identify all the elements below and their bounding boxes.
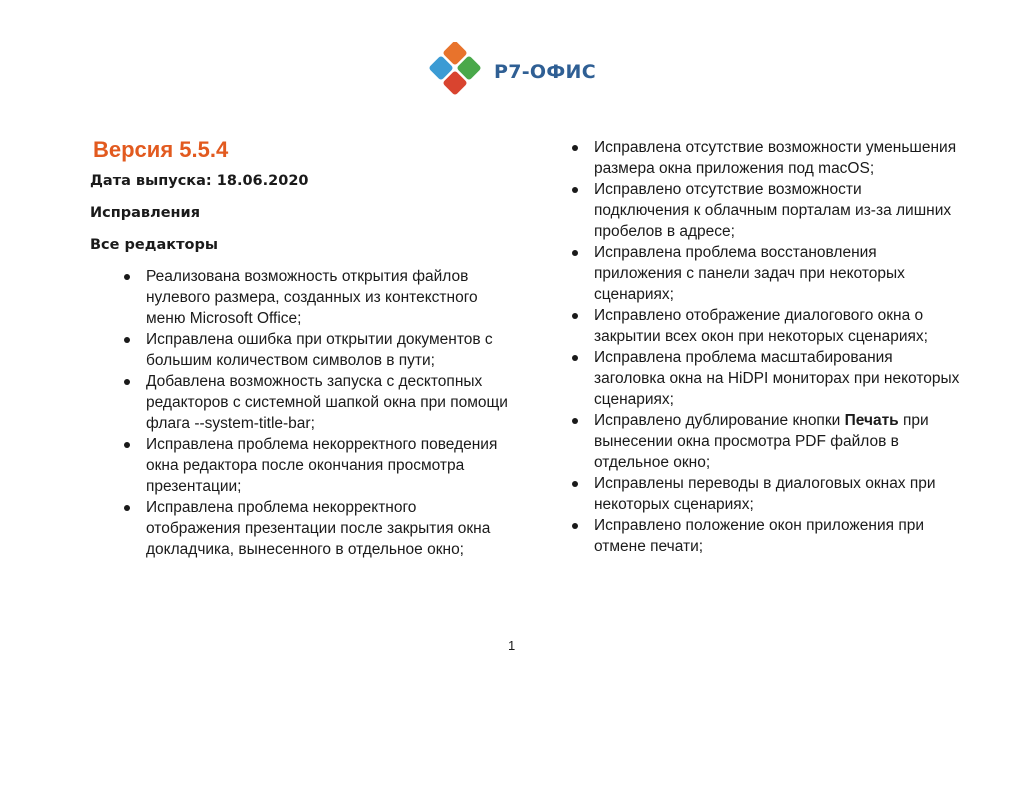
print-item-before: Исправлено дублирование кнопки	[594, 412, 845, 429]
release-date	[90, 170, 510, 192]
fixes-heading: Исправления	[90, 205, 201, 221]
list-item: Реализована возможность открытия файлов нулевого размера, созданных из контекстного меню Microsoft Office;	[90, 266, 510, 329]
print-button-name: Печать	[844, 412, 899, 429]
list-item: Исправлена проблема масштабирования заголовка окна на HiDPI мониторах при некоторых сценариях;	[570, 347, 960, 410]
print-item-after: при вынесении окна просмотра PDF файлов в отдельное окно;	[594, 412, 929, 471]
list-item: Добавлена возможность запуска с десктопных редакторов с системной шапкой окна при помощи флага --system-title-bar;	[90, 371, 510, 434]
list-item: Исправлено положение окон приложения при отмене печати;	[570, 515, 960, 557]
list-item: Исправлена проблема восстановления приложения с панели задач при некоторых сценариях;	[570, 242, 960, 305]
release-date-value: 18.06.2020	[216, 173, 309, 189]
right-fix-list	[570, 137, 960, 557]
r7-logo-icon	[424, 42, 486, 102]
list-item: Исправлено отображение диалогового окна о закрытии всех окон при некоторых сценариях;	[570, 305, 960, 347]
list-item: Исправлена отсутствие возможности уменьшения размера окна приложения под macOS;	[570, 137, 960, 179]
logo-text: Р7-ОФИС	[494, 61, 596, 83]
left-column	[90, 136, 510, 560]
list-item: Исправлена проблема некорректного поведения окна редактора после окончания просмотра презентации;	[90, 434, 510, 497]
list-item: Исправлена проблема некорректного отображения презентации после закрытия окна докладчика, вынесенного в отдельное окно;	[90, 497, 510, 560]
editors-heading: Все редакторы	[90, 237, 218, 253]
version-title: Версия 5.5.4	[93, 137, 229, 162]
list-item: Исправлены переводы в диалоговых окнах при некоторых сценариях;	[570, 473, 960, 515]
left-fix-list	[90, 266, 510, 560]
release-date-label: Дата выпуска:	[90, 173, 212, 189]
list-item: Исправлена ошибка при открытии документов с большим количеством символов в пути;	[90, 329, 510, 371]
page-number: 1	[508, 638, 516, 653]
r7-office-logo	[424, 42, 610, 102]
list-item-print	[570, 410, 960, 473]
right-column	[570, 137, 960, 557]
list-item: Исправлено отсутствие возможности подключения к облачным порталам из-за лишних пробелов в адресе;	[570, 179, 960, 242]
